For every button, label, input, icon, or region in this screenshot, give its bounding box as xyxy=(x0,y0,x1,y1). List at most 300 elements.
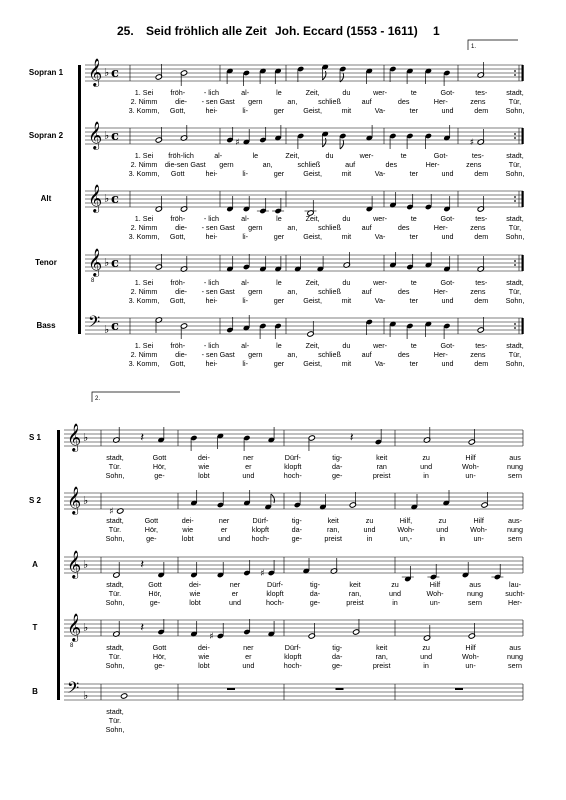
lyric-syllable: er xyxy=(245,652,252,661)
lyric-syllable: du xyxy=(342,88,351,97)
lyric-syllable: in xyxy=(366,534,373,543)
lyric-syllable: stadt, xyxy=(106,516,124,525)
volta-label: 2. xyxy=(95,396,101,402)
lyric-syllable: Zeit, xyxy=(305,214,320,223)
treble-clef-icon: 𝄞 xyxy=(67,613,82,641)
lyric-syllable: dem xyxy=(474,296,489,305)
staff-s-1 xyxy=(29,423,523,480)
lyric-syllable: preist xyxy=(346,598,364,607)
lyric-syllable: le xyxy=(252,151,259,160)
lyric-syllable: preist xyxy=(324,534,342,543)
lyric-syllable: klopft xyxy=(284,462,302,471)
lyric-syllable: auf xyxy=(345,160,356,169)
lyric-syllable: des xyxy=(397,350,410,359)
lyric-syllable: 1. Sei xyxy=(134,151,154,160)
quarter-rest-icon: 𝄽 xyxy=(140,430,145,444)
lyric-syllable: ger xyxy=(273,106,285,115)
lyric-syllable: ge- xyxy=(149,598,161,607)
lyric-syllable: ge- xyxy=(146,534,157,543)
voice-label: Sopran 2 xyxy=(28,131,64,140)
lyric-syllable: hoch- xyxy=(266,598,284,607)
lyric-syllable: preist xyxy=(372,471,391,480)
lyric-syllable: - lich xyxy=(203,88,220,97)
lyric-syllable: die-sen Gast xyxy=(164,160,206,169)
final-barline xyxy=(522,191,524,207)
whole-rest-icon xyxy=(455,688,463,690)
common-time-icon: c xyxy=(111,192,119,207)
lyric-syllable: li- xyxy=(242,169,248,178)
lyric-syllable: stadt, xyxy=(506,214,524,223)
lyric-syllable: un- xyxy=(473,534,484,543)
treble-clef-icon: 𝄞 xyxy=(88,58,103,86)
lyric-syllable: al- xyxy=(214,151,223,160)
lyric-syllable: Va- xyxy=(374,169,386,178)
lyric-syllable: Dürf- xyxy=(267,580,283,589)
lyric-syllable: stadt, xyxy=(506,88,524,97)
lyric-syllable: aus xyxy=(469,580,481,589)
quarter-rest-icon: 𝄽 xyxy=(349,430,354,444)
lyric-syllable: und xyxy=(436,525,449,534)
voice-label: T xyxy=(32,623,38,632)
lyric-syllable: gern xyxy=(248,287,263,296)
lyric-syllable: hei- xyxy=(205,169,218,178)
lyric-syllable: Hilf xyxy=(473,516,484,525)
lyric-syllable: wer- xyxy=(373,214,388,223)
system-bracket xyxy=(78,65,81,334)
treble-clef-icon: 𝄞 xyxy=(67,550,82,578)
lyric-syllable: li- xyxy=(242,106,248,115)
lyric-syllable: die- xyxy=(175,223,188,232)
lyric-syllable: - sen Gast xyxy=(201,350,235,359)
lyric-syllable: an, xyxy=(287,97,298,106)
treble-clef-icon: 𝄞 xyxy=(67,486,82,514)
lyric-syllable: und xyxy=(389,589,401,598)
lyric-syllable: und xyxy=(420,652,433,661)
lyric-syllable: da- xyxy=(309,589,321,598)
lyric-syllable: ner xyxy=(229,580,241,589)
lyric-syllable: 2. Nimm xyxy=(130,97,158,106)
lyric-syllable: auf xyxy=(361,223,372,232)
lyric-syllable: des xyxy=(397,97,410,106)
lyric-syllable: wie xyxy=(198,652,210,661)
lyric-syllable: Sohn, xyxy=(505,169,525,178)
lyric-syllable: Gott, xyxy=(169,296,186,305)
lyric-syllable: Va- xyxy=(374,232,386,241)
lyric-syllable: hei- xyxy=(205,359,218,368)
lyric-syllable: schließ xyxy=(318,350,341,359)
lyric-syllable: ge- xyxy=(154,471,165,480)
lyric-syllable: wer- xyxy=(359,151,374,160)
lyric-syllable: wie xyxy=(189,589,201,598)
lyric-syllable: le xyxy=(276,214,282,223)
lyric-syllable: dei- xyxy=(189,580,201,589)
lyric-syllable: 1. Sei xyxy=(134,278,154,287)
lyric-syllable: - sen Gast xyxy=(201,287,235,296)
lyric-syllable: Zeit, xyxy=(305,88,320,97)
lyric-syllable: gern xyxy=(248,97,263,106)
lyric-syllable: lau- xyxy=(509,580,521,589)
system-2 xyxy=(29,392,525,734)
lyric-syllable: da- xyxy=(332,462,343,471)
lyric-syllable: ge- xyxy=(309,598,321,607)
lyric-syllable: 3. Komm, xyxy=(128,359,160,368)
treble-clef-icon: 𝄞 xyxy=(88,121,103,149)
lyric-syllable: und xyxy=(218,534,231,543)
common-time-icon: c xyxy=(111,319,119,334)
composer: Joh. Eccard (1553 - 1611) xyxy=(275,24,418,38)
lyric-syllable: ge- xyxy=(332,471,343,480)
lyric-syllable: nung xyxy=(507,462,523,471)
lyric-syllable: li- xyxy=(242,296,248,305)
repeat-dot xyxy=(514,323,516,325)
note-flag xyxy=(340,73,344,82)
lyric-syllable: li- xyxy=(242,232,248,241)
lyric-syllable: und xyxy=(242,471,255,480)
lyric-syllable: Her- xyxy=(433,287,448,296)
lyric-syllable: te xyxy=(410,278,417,287)
lyric-syllable: Zeit, xyxy=(305,278,320,287)
lyric-syllable: al- xyxy=(241,88,250,97)
final-barline xyxy=(522,65,524,81)
lyric-syllable: du xyxy=(342,341,351,350)
lyric-syllable: an, xyxy=(262,160,273,169)
lyric-syllable: le xyxy=(276,278,282,287)
lyric-syllable: al- xyxy=(241,341,250,350)
lyric-syllable: le xyxy=(276,88,282,97)
lyric-syllable: Her- xyxy=(433,350,448,359)
system-1 xyxy=(29,40,525,368)
lyric-syllable: fröh-lich xyxy=(168,151,194,160)
lyric-syllable: Gott, xyxy=(169,232,186,241)
lyric-syllable: des xyxy=(397,223,410,232)
lyric-syllable: - sen Gast xyxy=(201,97,235,106)
lyric-syllable: tig- xyxy=(332,453,343,462)
lyric-syllable: 2. Nimm xyxy=(130,160,158,169)
lyric-syllable: Sohn, xyxy=(105,598,125,607)
lyric-syllable: Her- xyxy=(425,160,440,169)
lyric-syllable: 3. Komm, xyxy=(128,169,160,178)
lyric-syllable: zens xyxy=(470,350,486,359)
lyric-syllable: 1. Sei xyxy=(134,214,154,223)
flat-icon: ♭ xyxy=(83,558,89,571)
flat-icon: ♭ xyxy=(104,256,110,269)
lyric-syllable: stadt, xyxy=(506,151,524,160)
lyric-syllable: wie xyxy=(182,525,194,534)
staff-alt xyxy=(41,184,525,241)
lyric-syllable: an, xyxy=(287,350,298,359)
lyric-syllable: Sohn, xyxy=(505,106,525,115)
repeat-dot xyxy=(514,264,516,266)
lyric-syllable: Zeit, xyxy=(305,341,320,350)
lyric-syllable: ter xyxy=(409,232,419,241)
lyric-syllable: keit xyxy=(376,453,388,462)
lyric-syllable: sucht- xyxy=(505,589,525,598)
voice-label: B xyxy=(32,687,38,696)
lyric-syllable: du xyxy=(342,278,351,287)
lyric-syllable: die- xyxy=(175,287,188,296)
note-flag xyxy=(322,71,326,80)
lyric-syllable: Hilf, xyxy=(399,516,413,525)
lyric-syllable: klopft xyxy=(266,589,284,598)
lyric-syllable: Woh- xyxy=(397,525,415,534)
lyric-syllable: lobt xyxy=(198,661,210,670)
lyric-syllable: Woh- xyxy=(462,652,480,661)
final-barline xyxy=(522,255,524,271)
lyric-syllable: Hör, xyxy=(152,652,167,661)
flat-icon: ♭ xyxy=(83,431,89,444)
lyric-syllable: Tür. xyxy=(108,525,122,534)
repeat-dot xyxy=(514,74,516,76)
lyric-syllable: aus xyxy=(509,643,521,652)
lyric-syllable: stadt, xyxy=(506,341,524,350)
lyric-syllable: Sohn, xyxy=(505,296,525,305)
flat-icon: ♭ xyxy=(104,323,110,336)
lyric-syllable: schließ xyxy=(318,97,341,106)
lyric-syllable: sern xyxy=(508,661,522,670)
lyric-syllable: Va- xyxy=(374,359,386,368)
common-time-icon: c xyxy=(111,66,119,81)
lyric-syllable: un- xyxy=(429,598,441,607)
lyric-syllable: nung xyxy=(507,652,523,661)
repeat-dot xyxy=(514,70,516,72)
bass-clef-icon: 𝄢 xyxy=(67,679,80,701)
lyric-syllable: dem xyxy=(474,359,489,368)
lyric-syllable: dei- xyxy=(181,516,194,525)
lyric-syllable: Gott, xyxy=(169,359,186,368)
lyric-syllable: hei- xyxy=(205,296,218,305)
lyric-syllable: Sohn, xyxy=(105,661,125,670)
lyric-syllable: dem xyxy=(474,232,489,241)
staff-sopran-1 xyxy=(29,58,525,115)
lyric-syllable: Woh- xyxy=(462,462,480,471)
lyric-syllable: des xyxy=(385,160,398,169)
lyric-syllable: Gott xyxy=(152,643,167,652)
flat-icon: ♭ xyxy=(104,129,110,142)
lyric-syllable: Got- xyxy=(440,341,455,350)
lyric-syllable: Va- xyxy=(374,296,386,305)
lyric-syllable: Tür, xyxy=(508,160,522,169)
lyric-syllable: fröh- xyxy=(170,278,186,287)
lyric-syllable: 3. Komm, xyxy=(128,296,160,305)
lyric-syllable: lobt xyxy=(189,598,201,607)
lyric-syllable: - lich xyxy=(203,214,220,223)
lyric-syllable: 3. Komm, xyxy=(128,106,160,115)
lyric-syllable: er xyxy=(231,589,239,598)
lyric-syllable: - lich xyxy=(203,341,220,350)
lyric-syllable: te xyxy=(410,88,417,97)
lyric-syllable: Hilf xyxy=(429,580,441,589)
staff-b xyxy=(32,679,523,734)
lyric-syllable: mit xyxy=(341,359,352,368)
sharp-icon: ♯ xyxy=(235,138,240,148)
lyric-syllable: ner xyxy=(243,643,254,652)
lyric-syllable: dei- xyxy=(197,453,210,462)
lyric-syllable: Hilf xyxy=(465,453,476,462)
lyric-syllable: tes- xyxy=(471,151,484,160)
lyric-syllable: ner xyxy=(243,453,254,462)
lyric-syllable: zu xyxy=(438,516,447,525)
lyric-syllable: die- xyxy=(175,350,188,359)
lyric-syllable: dei- xyxy=(197,643,210,652)
lyric-syllable: auf xyxy=(361,287,372,296)
lyric-syllable: ge- xyxy=(332,661,343,670)
lyric-syllable: schließ xyxy=(318,223,341,232)
lyric-syllable: wer- xyxy=(373,88,388,97)
lyric-syllable: zens xyxy=(470,287,486,296)
lyric-syllable: Zeit, xyxy=(285,151,300,160)
lyric-syllable: - sen Gast xyxy=(201,223,235,232)
lyric-syllable: gern xyxy=(219,160,234,169)
lyric-syllable: li- xyxy=(242,359,248,368)
lyric-syllable: in xyxy=(423,471,429,480)
lyric-syllable: aus- xyxy=(508,516,522,525)
lyric-syllable: 2. Nimm xyxy=(130,287,158,296)
lyric-syllable: schließ xyxy=(318,287,341,296)
octave-8-mark: 8 xyxy=(91,278,95,284)
lyric-syllable: Tür, xyxy=(508,97,522,106)
lyric-syllable: tes- xyxy=(475,341,488,350)
voice-label: S 1 xyxy=(28,433,42,442)
lyric-syllable: Gott xyxy=(170,169,185,178)
lyric-syllable: stadt, xyxy=(506,278,524,287)
lyric-syllable: hei- xyxy=(205,232,218,241)
lyric-syllable: gern xyxy=(248,350,263,359)
lyric-syllable: klopft xyxy=(284,652,302,661)
lyric-syllable: Gott xyxy=(152,453,167,462)
lyric-syllable: auf xyxy=(361,97,372,106)
lyric-syllable: 1. Sei xyxy=(134,341,154,350)
lyric-syllable: nung xyxy=(467,589,483,598)
staff-bass xyxy=(36,313,524,368)
lyric-syllable: Gott xyxy=(148,580,162,589)
lyric-syllable: zens xyxy=(470,97,486,106)
sharp-icon: ♯ xyxy=(469,138,475,148)
treble-clef-icon: 𝄞 xyxy=(88,248,103,276)
lyric-syllable: in xyxy=(423,661,429,670)
lyric-syllable: fröh- xyxy=(170,214,186,223)
lyric-syllable: Gott xyxy=(144,516,159,525)
volta-bracket xyxy=(92,392,180,402)
lyric-syllable: du xyxy=(325,151,334,160)
bass-clef-icon: 𝄢 xyxy=(88,313,101,335)
lyric-syllable: und xyxy=(441,106,454,115)
note-flag xyxy=(271,494,275,503)
lyric-syllable: Tür, xyxy=(508,350,522,359)
staff-t xyxy=(33,613,523,670)
lyric-syllable: ger xyxy=(273,232,285,241)
system-bracket xyxy=(57,430,60,700)
lyric-syllable: tes- xyxy=(475,278,488,287)
lyric-syllable: fröh- xyxy=(170,88,186,97)
whole-rest-icon xyxy=(227,688,235,690)
lyric-syllable: Got- xyxy=(440,214,455,223)
lyric-syllable: keit xyxy=(376,643,388,652)
lyric-syllable: und xyxy=(441,296,454,305)
lyric-syllable: keit xyxy=(327,516,339,525)
lyric-syllable: in xyxy=(439,534,446,543)
lyric-syllable: ran, xyxy=(375,652,388,661)
lyric-syllable: Tür, xyxy=(508,287,522,296)
lyric-syllable: an, xyxy=(287,223,298,232)
lyric-syllable: sern xyxy=(508,471,522,480)
lyric-syllable: Geist, xyxy=(303,359,323,368)
lyric-syllable: Her- xyxy=(508,598,522,607)
lyric-syllable: Gott, xyxy=(169,106,186,115)
lyric-syllable: zu xyxy=(422,453,430,462)
lyric-syllable: Sohn, xyxy=(105,725,125,734)
repeat-dot xyxy=(514,133,516,135)
common-time-icon: c xyxy=(111,256,119,271)
note-flag xyxy=(322,138,326,147)
lyric-syllable: und xyxy=(363,525,376,534)
lyric-syllable: hei- xyxy=(205,106,218,115)
lyric-syllable: und xyxy=(229,598,241,607)
lyric-syllable: Geist, xyxy=(303,169,323,178)
sharp-icon: ♯ xyxy=(260,569,265,579)
lyric-syllable: Hör, xyxy=(152,462,167,471)
lyric-syllable: da- xyxy=(291,525,303,534)
lyric-syllable: ger xyxy=(273,169,285,178)
lyric-syllable: le xyxy=(276,341,282,350)
lyric-syllable: tig- xyxy=(291,516,302,525)
lyric-syllable: mit xyxy=(341,106,352,115)
lyric-syllable: ran, xyxy=(348,589,362,598)
lyric-syllable: stadt, xyxy=(106,453,124,462)
lyric-syllable: hoch- xyxy=(283,471,302,480)
lyric-syllable: 3. Komm, xyxy=(128,232,160,241)
lyric-syllable: Sohn, xyxy=(105,534,125,543)
lyric-syllable: sern xyxy=(508,534,522,543)
lyric-syllable: stadt, xyxy=(106,580,124,589)
lyric-syllable: zens xyxy=(466,160,482,169)
lyric-syllable: lobt xyxy=(181,534,194,543)
common-time-icon: c xyxy=(111,129,119,144)
flat-icon: ♭ xyxy=(83,621,89,634)
voice-label: A xyxy=(32,560,38,569)
voice-label: Tenor xyxy=(35,258,57,267)
lyric-syllable: und xyxy=(242,661,255,670)
lyric-syllable: Geist, xyxy=(303,106,323,115)
lyric-syllable: Got- xyxy=(440,88,455,97)
lyric-syllable: te xyxy=(410,214,417,223)
quarter-rest-icon: 𝄽 xyxy=(140,620,145,634)
repeat-dot xyxy=(514,260,516,262)
lyric-syllable: ter xyxy=(409,169,419,178)
lyric-syllable: Tür. xyxy=(108,652,122,661)
lyric-syllable: Got- xyxy=(433,151,448,160)
lyric-syllable: - lich xyxy=(203,278,220,287)
lyric-syllable: mit xyxy=(341,169,352,178)
lyric-syllable: wie xyxy=(198,462,210,471)
lyric-syllable: preist xyxy=(372,661,391,670)
staff-s-2 xyxy=(29,486,523,543)
flat-icon: ♭ xyxy=(83,494,89,507)
repeat-dot xyxy=(514,137,516,139)
repeat-dot xyxy=(514,327,516,329)
lyric-syllable: auf xyxy=(361,350,372,359)
lyric-syllable: ran xyxy=(376,462,387,471)
lyric-syllable: keit xyxy=(349,580,361,589)
whole-rest-icon xyxy=(336,688,344,690)
piece-title: Seid fröhlich alle Zeit xyxy=(146,24,267,38)
lyric-syllable: ger xyxy=(273,296,285,305)
lyric-syllable: te xyxy=(400,151,407,160)
lyric-syllable: ran, xyxy=(326,525,340,534)
lyric-syllable: stadt, xyxy=(106,643,124,652)
lyric-syllable: die- xyxy=(175,97,188,106)
octave-8-mark: 8 xyxy=(70,643,74,649)
treble-clef-icon: 𝄞 xyxy=(67,423,82,451)
